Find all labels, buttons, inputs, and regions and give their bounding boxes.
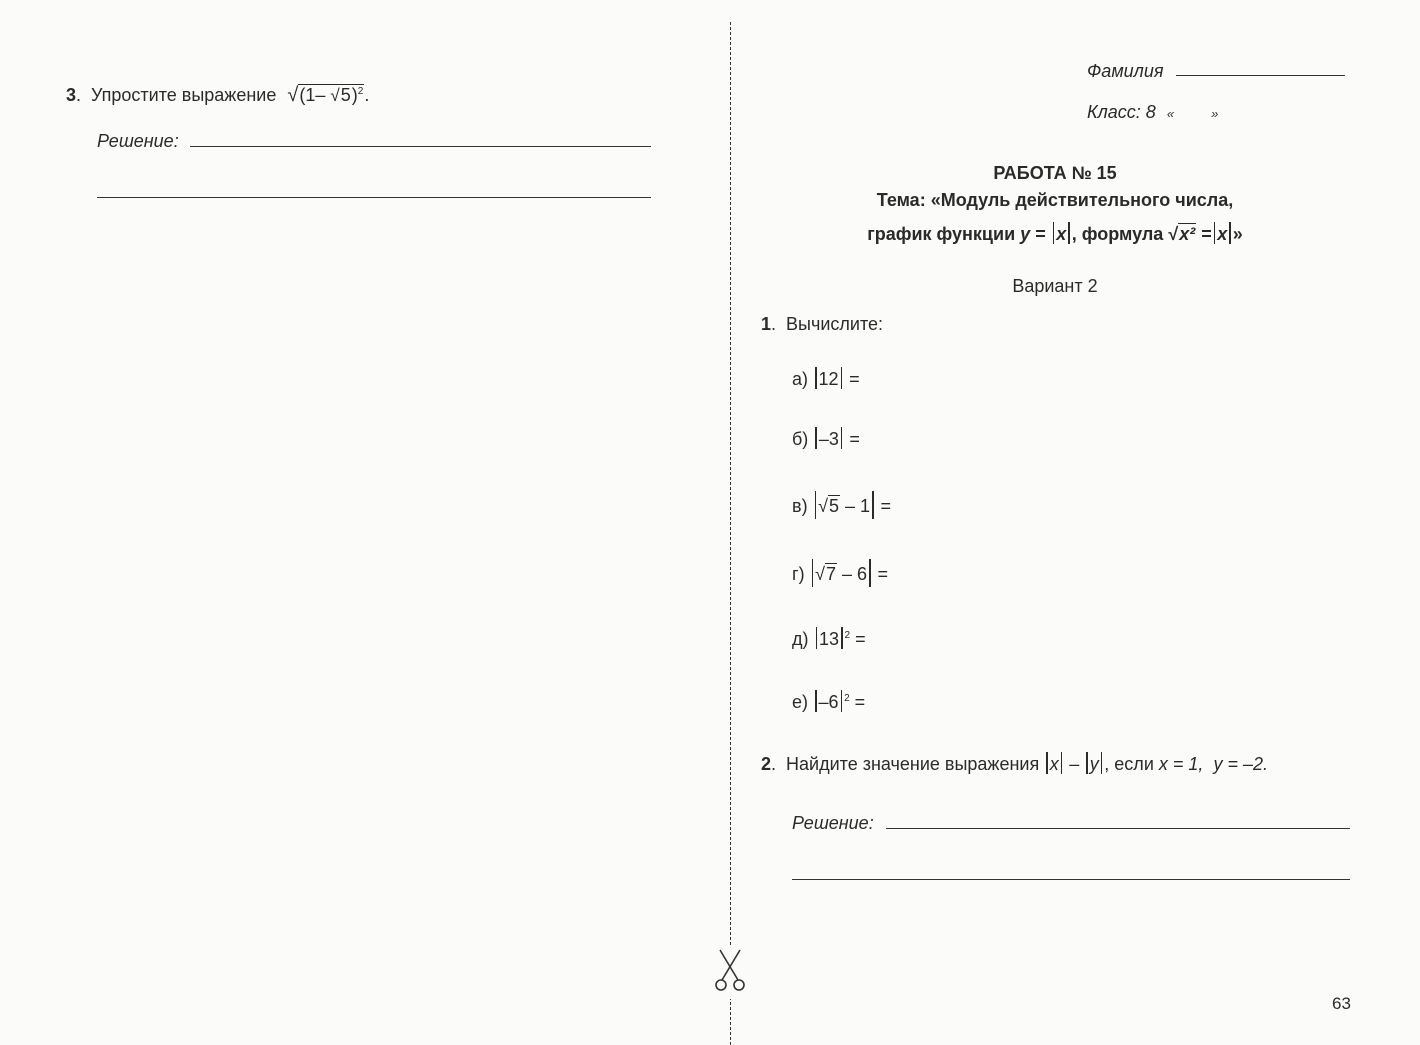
topic-line-1: Тема: «Модуль действительного числа, [876, 190, 1234, 210]
surname-line [1176, 75, 1345, 76]
task-1-item-d: д) 13 $^2$ = [792, 629, 866, 649]
task-3-expression: √(1– √5)$^2$. [287, 84, 370, 106]
class-field: Класс: 8 « » [1087, 102, 1219, 122]
task-1-item-v: в) √5 – 1 = [792, 491, 891, 519]
task-1: 1. Вычислите: [761, 314, 884, 334]
task-2: 2. Найдите значение выражения x – y , если x = 1, y = –2. [761, 754, 1268, 774]
answer-line-2 [97, 197, 651, 198]
task-1-item-a: а) 12 = [792, 369, 860, 389]
page-number: 63 [1332, 994, 1351, 1013]
answer-line-3 [886, 828, 1350, 829]
task-1-item-g: г) √7 – 6 = [792, 559, 888, 587]
solution-label: Решение: [97, 131, 179, 151]
task-3-text: Упростите выражение [91, 85, 277, 105]
task-1-item-b: б) –3 = [792, 429, 860, 449]
topic-line-2: график функции y = x , формула √x² = x » [867, 224, 1243, 244]
variant-label: Вариант 2 [1012, 276, 1098, 296]
surname-label: Фамилия [1087, 61, 1164, 81]
cut-line [730, 22, 731, 1045]
answer-line-1 [190, 146, 651, 147]
task-3: 3. Упростите выражение √(1– √5)$^2$. [66, 84, 370, 106]
scissors-icon [714, 946, 746, 999]
solution-label-2: Решение: [792, 813, 874, 833]
work-title: РАБОТА № 15 [993, 163, 1117, 183]
task-1-item-e: е) –6 $^2$ = [792, 692, 866, 712]
answer-line-4 [792, 879, 1350, 880]
